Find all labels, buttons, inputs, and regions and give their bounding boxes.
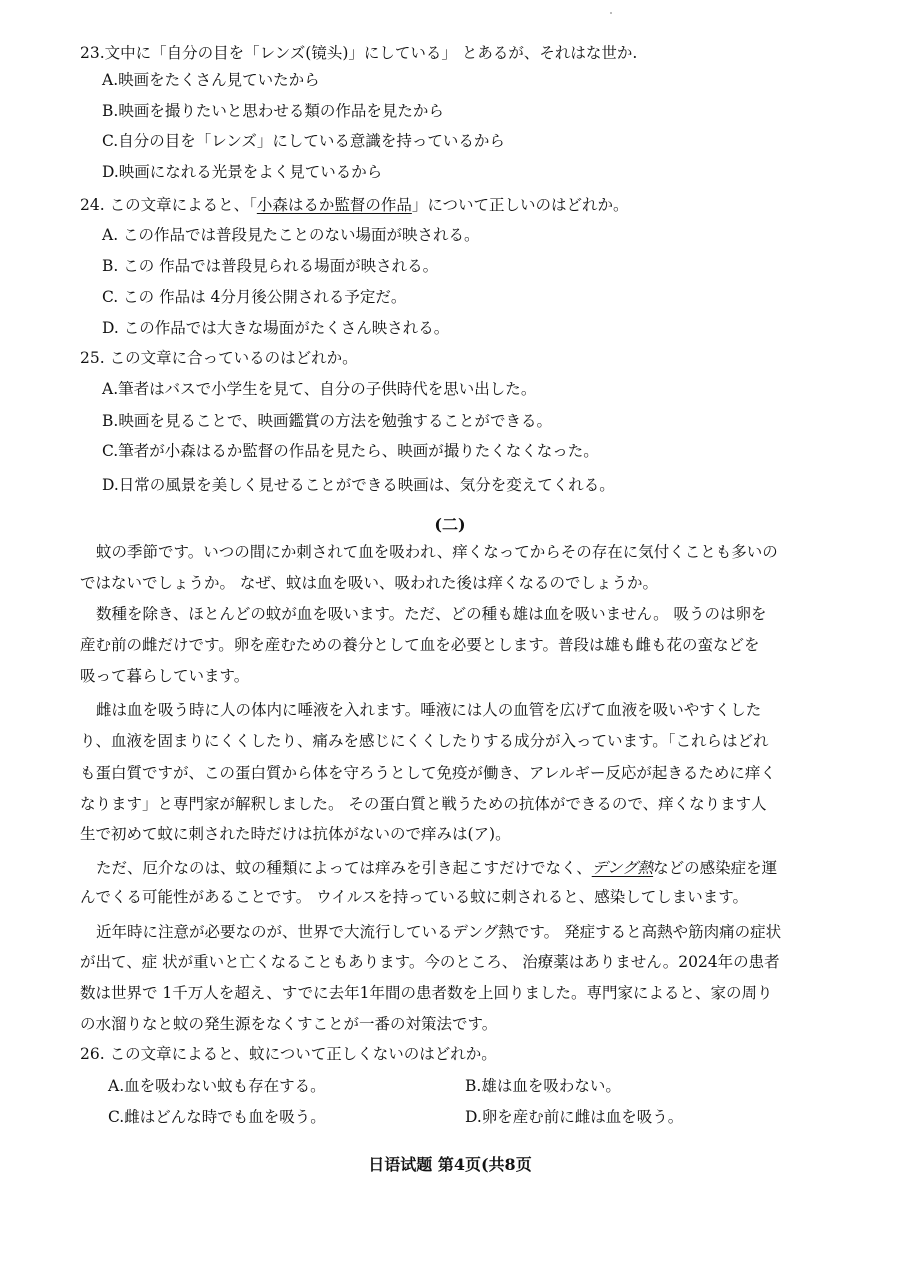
passage-line: 数は世界で 1千万人を超え、すでに去年1年間の患者数を上回りました。専門家によると、家の周り bbox=[80, 984, 773, 1002]
passage-line: 吸って暮らしています。 bbox=[80, 667, 250, 685]
passage-line: 数種を除き、ほとんどの蚊が血を吸います。ただ、どの種も雄は血を吸いません。 吸うのは卵を bbox=[96, 605, 767, 623]
passage-line: の水溜りなと蚊の発生源をなくすことが一番の対策法です。 bbox=[80, 1015, 498, 1033]
q26-option-c: C.雌はどんな時でも血を吸う。 bbox=[108, 1108, 326, 1126]
q26-option-a: A.血を吸わない蚊も存在する。 bbox=[108, 1077, 326, 1095]
passage-line: り、血液を固まりにくくしたり、痛みを感じにくくしたりする成分が入っています。「これらはどれ bbox=[80, 732, 769, 750]
passage-line: 産む前の雌だけです。卵を産むための養分として血を必要とします。普段は雄も雌も花の蛮などを bbox=[80, 636, 760, 654]
passage-line: 蚊の季節です。いつの間にか刺されて血を吸われ、痒くなってからその存在に気付くことも多いの bbox=[96, 543, 778, 561]
passage-line: んでくる可能性があることです。 ウイルスを持っている蚊に刺されると、感染してしまいます。 bbox=[80, 888, 749, 906]
passage-text: ただ、厄介なのは、蚊の種類によっては痒みを引き起こすだけでなく、 bbox=[96, 859, 592, 877]
q25-option-c: C.筆者が小森はるか監督の作品を見たら、映画が撮りたくなくなった。 bbox=[102, 442, 599, 460]
question-25: 25. この文章に合っているのはどれか。 bbox=[80, 349, 358, 367]
scan-speck bbox=[610, 12, 612, 14]
question-23: 23.文中に「自分の目を「レンズ(镜头)」にしている」 とあるが、それはな世か. bbox=[80, 44, 638, 62]
q24-option-c: C. この 作品は 4分月後公開される予定だ。 bbox=[102, 288, 407, 306]
q24-option-b: B. この 作品では普段見られる場面が映される。 bbox=[102, 257, 439, 275]
passage-line: も蛋白質ですが、この蛋白質から体を守ろうとして免疫が働き、アレルギー反応が起きるために痒く bbox=[80, 764, 776, 782]
dengue-underlined-term: デング熱 bbox=[591, 859, 654, 877]
passage-line: 近年時に注意が必要なのが、世界で大流行しているデング熱です。 発症すると高熱や筋肉痛の症状 bbox=[96, 923, 782, 941]
q26-option-b: B.雄は血を吸わない。 bbox=[465, 1077, 621, 1095]
q25-option-d: D.日常の風景を美しく見せることができる映画は、気分を変えてくれる。 bbox=[102, 476, 615, 494]
question-26: 26. この文章によると、蚊について正しくないのはどれか。 bbox=[80, 1045, 497, 1063]
q24-option-a: A. この作品では普段見たことのない場面が映される。 bbox=[102, 226, 480, 244]
section-title: (二) bbox=[434, 515, 466, 534]
passage-line: なります」と専門家が解釈しました。 その蛋白質と戦うための抗体ができるので、痒くなります人 bbox=[80, 795, 767, 813]
q23-option-a: A.映画をたくさん見ていたから bbox=[102, 71, 320, 89]
q25-option-b: B.映画を見ることで、映画鑑賞の方法を勉強することができる。 bbox=[102, 412, 553, 430]
passage-text: などの感染症を運 bbox=[653, 859, 778, 877]
passage-line bbox=[96, 857, 777, 879]
passage-line: 生で初めて蚊に刺された時だけは抗体がないので痒みは(ア)。 bbox=[80, 825, 511, 843]
q25-option-a: A.筆者はバスで小学生を見て、自分の子供時代を思い出した。 bbox=[102, 380, 537, 398]
q24-text-post: 」について正しいのはどれか。 bbox=[411, 196, 629, 214]
page-footer: 日语试题 第4页(共8页 bbox=[368, 1155, 532, 1174]
q23-option-c: C.自分の目を「レンズ」にしている意識を持っているから bbox=[102, 132, 505, 150]
passage-line: ではないでしょうか。 なぜ、蚊は血を吸い、吸われた後は痒くなるのでしょうか。 bbox=[80, 574, 658, 592]
passage-line: 雌は血を吸う時に人の体内に唾液を入れます。唾液には人の血管を広げて血液を吸いやすくした bbox=[96, 701, 762, 719]
q23-option-b: B.映画を撮りたいと思わせる類の作品を見たから bbox=[102, 102, 444, 120]
question-24 bbox=[80, 194, 629, 216]
q23-option-d: D.映画になれる光景をよく見ているから bbox=[102, 163, 383, 181]
passage-line: が出て、症 状が重いと亡くなることもあります。今のところ、 治療薬はありません。2024年の患者 bbox=[80, 953, 780, 971]
q26-option-d: D.卵を産む前に雌は血を吸う。 bbox=[465, 1108, 684, 1126]
q24-text-pre: 24. この文章によると、「 bbox=[80, 196, 257, 214]
q24-underlined-phrase: 小森はるか監督の作品 bbox=[256, 196, 412, 214]
q24-option-d: D. この作品では大きな場面がたくさん映される。 bbox=[102, 319, 450, 337]
